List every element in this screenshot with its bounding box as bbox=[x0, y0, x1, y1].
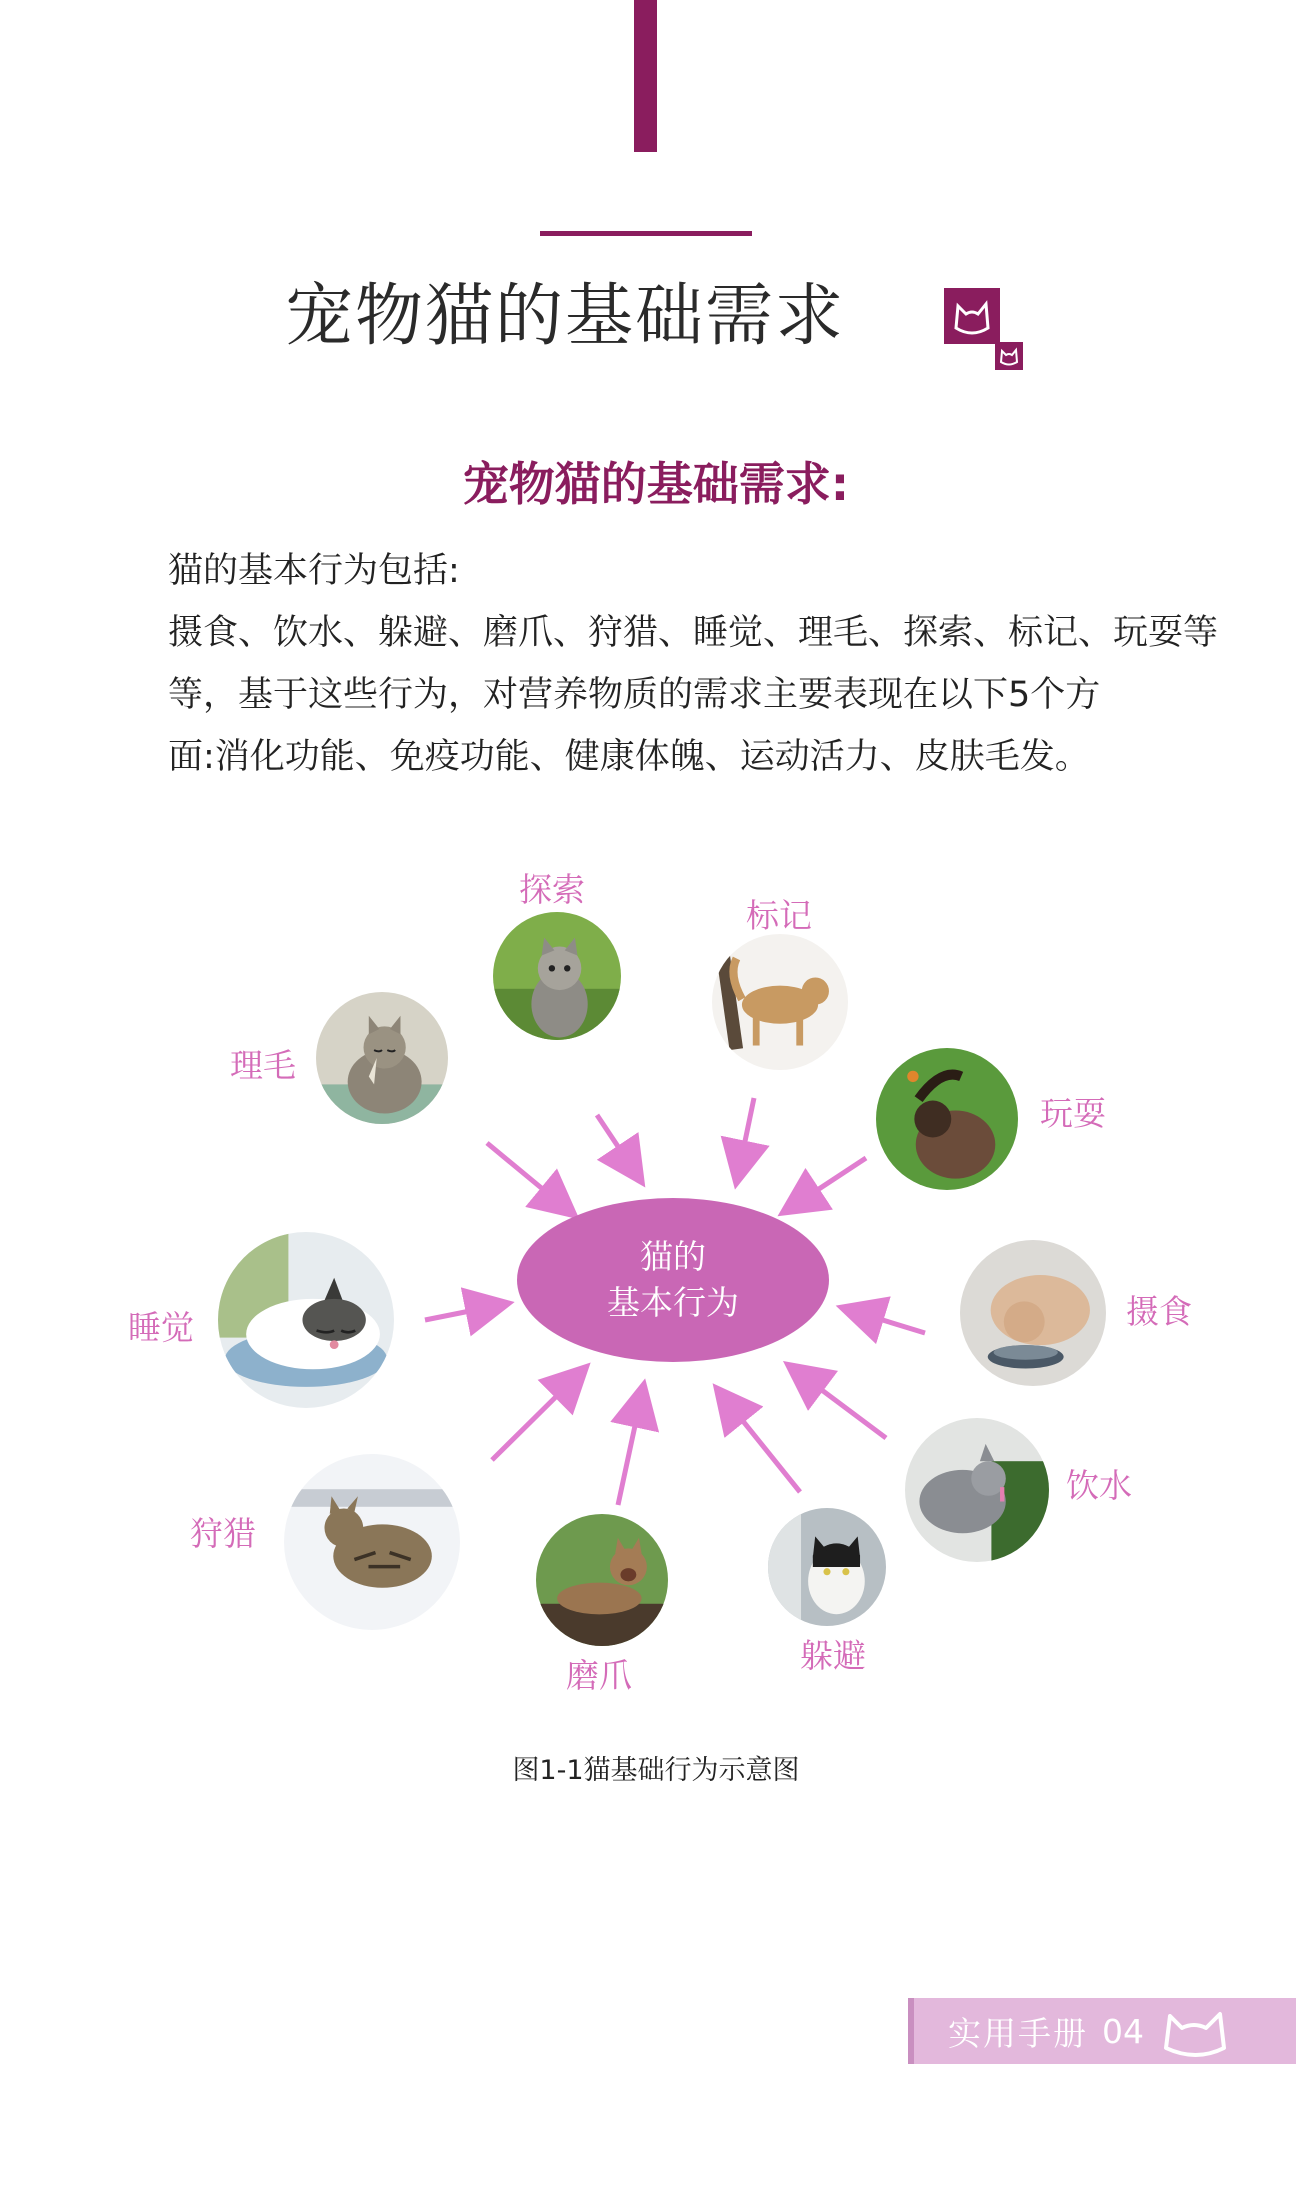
arrow-from-eat bbox=[850, 1310, 925, 1333]
behavior-label-claw: 磨爪 bbox=[566, 1656, 632, 1695]
cat-grooming-photo bbox=[316, 992, 448, 1124]
cat-drinking-photo bbox=[905, 1418, 1049, 1562]
arrow-from-hunt bbox=[492, 1373, 580, 1460]
behavior-label-groom: 理毛 bbox=[230, 1046, 296, 1085]
figure-caption: 图1-1猫基础行为示意图 bbox=[512, 1755, 800, 1786]
intro-paragraph bbox=[168, 540, 1219, 788]
cat-looking-up-photo bbox=[493, 912, 621, 1040]
cat-hiding-photo bbox=[768, 1508, 886, 1626]
footer-text: 实用手册 bbox=[948, 2013, 1088, 2053]
page-title: 宠物猫的基础需求 bbox=[284, 277, 845, 356]
center-line: 猫的 bbox=[640, 1237, 706, 1276]
paragraph-line: 摄食、饮水、躲避、磨爪、狩猎、睡觉、理毛、探索、标记、玩耍等 bbox=[168, 613, 1219, 653]
arrow-from-sleep bbox=[425, 1305, 500, 1320]
cat-head-icon bbox=[944, 288, 1000, 344]
behavior-diagram bbox=[0, 840, 1312, 1740]
small-cat-head-icon bbox=[995, 342, 1023, 370]
section-subtitle: 宠物猫的基础需求: bbox=[462, 457, 850, 511]
cat-stretching-photo bbox=[536, 1514, 668, 1646]
behavior-label-hide: 躲避 bbox=[800, 1636, 866, 1675]
arrow-from-mark bbox=[738, 1098, 754, 1175]
top-accent-bar bbox=[634, 0, 657, 152]
footer-bar bbox=[908, 1998, 1296, 2064]
arrow-from-hide bbox=[722, 1395, 800, 1492]
cat-head-outline-icon bbox=[1156, 2004, 1232, 2060]
behavior-label-mark: 标记 bbox=[746, 896, 812, 935]
cat-sleeping-photo bbox=[218, 1232, 394, 1408]
paragraph-line: 猫的基本行为包括: bbox=[168, 551, 460, 591]
behavior-label-explore: 探索 bbox=[519, 870, 585, 909]
center-node bbox=[517, 1198, 829, 1362]
cat-playing-toy-photo bbox=[876, 1048, 1018, 1190]
center-line: 基本行为 bbox=[607, 1283, 739, 1322]
behavior-label-play: 玩耍 bbox=[1040, 1094, 1106, 1133]
title-rule bbox=[540, 231, 752, 236]
behavior-label-sleep: 睡觉 bbox=[128, 1308, 194, 1347]
behavior-label-drink: 饮水 bbox=[1066, 1466, 1132, 1505]
paragraph-line: 面:消化功能、免疫功能、健康体魄、运动活力、皮肤毛发。 bbox=[168, 737, 1090, 777]
arrow-from-drink bbox=[795, 1370, 886, 1438]
cat-eating-photo bbox=[960, 1240, 1106, 1386]
cat-hunting-snow-photo bbox=[284, 1454, 460, 1630]
arrow-from-claw bbox=[618, 1393, 642, 1505]
behavior-label-hunt: 狩猎 bbox=[190, 1514, 256, 1553]
arrow-from-play bbox=[790, 1158, 866, 1208]
behavior-label-eat: 摄食 bbox=[1126, 1292, 1192, 1331]
cat-rubbing-post-photo bbox=[712, 934, 848, 1070]
arrow-from-explore bbox=[597, 1115, 637, 1175]
page-number: 04 bbox=[1102, 2011, 1144, 2051]
paragraph-line: 等，基于这些行为，对营养物质的需求主要表现在以下5个方 bbox=[168, 675, 1101, 715]
arrow-from-groom bbox=[487, 1143, 568, 1210]
